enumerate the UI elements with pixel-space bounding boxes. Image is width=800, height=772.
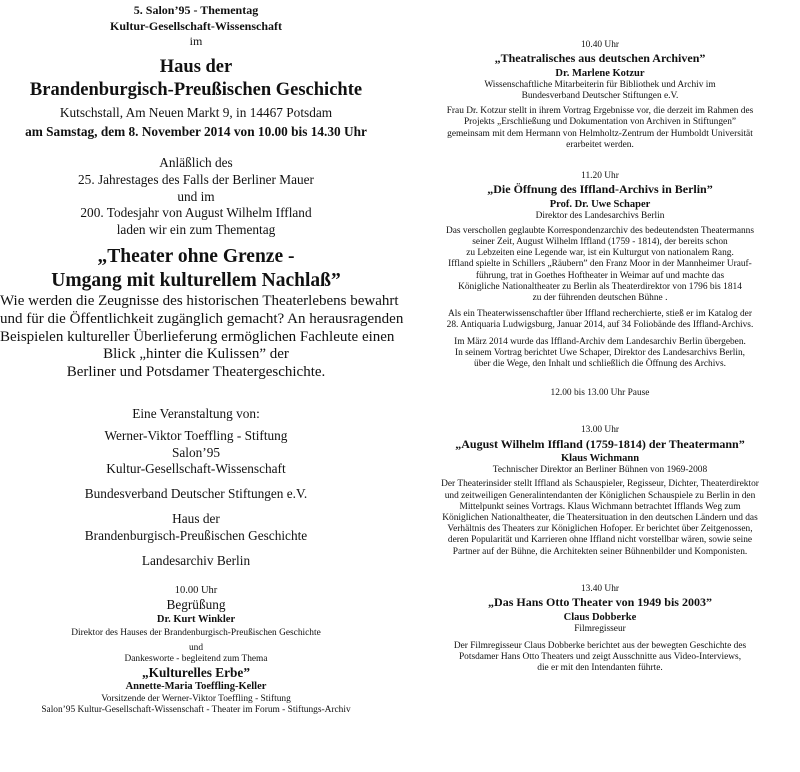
talk-description-line: Projekts „Erschließung und Dokumentation von Archiven in Stiftungen” [463,117,737,128]
event-series-title: 5. Salon’95 - Thementag [133,3,259,17]
lunch-pause: 12.00 bis 13.00 Uhr Pause [550,388,650,399]
event-organization: Kultur-Gesellschaft-Wissenschaft [110,18,282,33]
talk-description-line: Potsdamer Hans Otto Theaters und zeigt Ausschnitte aus Video-Interviews, [458,651,742,662]
talk-description-line: 28. Antiquaria Ludwigsburg, Januar 2014, auf 34 Foliobände des Iffland-Archivs. [446,320,754,331]
talk-description-line: Frau Dr. Kotzur stellt in ihrem Vortrag Ergebnisse vor, die derzeit im Rahmen des [446,106,754,117]
speaker-role: Vorsitzende der Werner-Viktor Toeffling - Stiftung [101,694,291,705]
occasion-line: 25. Jahrestages des Falls der Berliner Mauer [78,171,314,187]
talk-description-line: gemeinsam mit dem Hermann von Helmholtz-Zentrum der Humboldt Universität [447,128,753,139]
organizer-line: Kultur-Gesellschaft-Wissenschaft [106,461,286,477]
left-column [0,0,404,716]
talk-description-line: erarbeitet werden. [566,139,634,150]
speaker-name: Dr. Kurt Winkler [156,614,236,626]
event-date: am Samstag, dem 8. November 2014 von 10.00 bis 14.30 Uhr [25,124,367,140]
session-time: 10.00 Uhr [174,585,218,597]
talk-description-line: Königliche Nationaltheater zu Berlin als Theaterdirektor von 1796 bis 1814 [458,281,742,292]
venue-title-line2: Brandenburgisch-Preußischen Geschichte [29,79,363,100]
talk-description-line: Partner auf der Bühne, die Architekten seiner Bühnenbilder und Komponisten. [452,546,748,557]
speaker-role: Salon’95 Kultur-Gesellschaft-Wissenschaft - Theater im Forum - Stiftungs-Archiv [41,705,351,716]
talk-description-line: und zeitweiligen Generalintendanten der Königlichen Schauspiele zu Berlin in den [444,490,756,501]
speaker-role: Bundesverband Deutscher Stiftungen e.V. [521,90,679,101]
talk-description-line: Im März 2014 wurde das Iffland-Archiv dem Landesarchiv Berlin übergeben. [454,336,746,347]
event-im: im [189,34,203,48]
theme-title-line2: Umgang mit kulturellem Nachlaß” [51,270,341,292]
session-time: 13.40 Uhr [580,583,620,594]
right-column [400,0,800,674]
occasion-block [0,155,392,239]
talk-description-line: In seinem Vortrag berichtet Uwe Schaper, Direktor des Landesarchivs Berlin, [454,347,746,358]
organizer-line: Landesarchiv Berlin [141,552,251,568]
session-and: und [188,642,204,653]
speaker-role: Wissenschaftliche Mitarbeiterin für Bibliothek und Archiv im [484,79,716,90]
organizer-line: Bundesverband Deutscher Stiftungen e.V. [84,486,308,502]
organizers-intro: Eine Veranstaltung von: [132,406,260,422]
talk-description-line: Der Filmregisseur Claus Dobberke berichtet aus der bewegten Geschichte des [453,640,747,651]
occasion-line: und im [177,188,215,204]
intro-paragraph [0,293,404,382]
talk-description-line: Als ein Theaterwissenschaftler über Iffland recherchierte, stieß er im Katalog der [448,309,752,320]
venue-address: Kutschstall, Am Neuen Markt 9, in 14467 Potsdam [59,104,333,120]
intro-line: Berliner und Potsdamer Theatergeschichte. [66,364,326,381]
session-words: Dankesworte - begleitend zum Thema [124,653,268,664]
talk-description-line: über die Wege, den Inhalt und schließlich die Öffnung des Archivs. [474,359,726,370]
talk-description-line: Mittelpunkt seines Vortrags. Klaus Wichmann betrachtet Ifflands Weg zum [459,501,741,512]
speaker-role: Direktor des Landesarchivs Berlin [535,210,665,221]
organizer-line: Brandenburgisch-Preußischen Geschichte [84,527,308,543]
session-talk-3 [400,425,800,557]
occasion-line: laden wir ein zum Thementag [116,222,276,238]
talk-description-line: Iffland spielte in Schillers „Räubern” den Franz Moor in der Mannheimer Urauf- [448,259,752,270]
session-talk-2 [400,171,800,370]
intro-line: Blick „hinter die Kulissen” der [103,346,289,363]
speaker-role: Technischer Direktor an Berliner Bühnen von 1969-2008 [492,465,708,476]
organizer-group-1 [0,428,392,478]
speaker-role: Direktor des Hauses der Brandenburgisch-Preußischen Geschichte [71,628,321,639]
session-welcome [0,584,392,716]
speaker-name: Annette-Maria Toeffling-Keller [125,681,267,693]
talk-title: „August Wilhelm Iffland (1759-1814) der Theatermann” [455,436,745,451]
theme-title-line1: „Theater ohne Grenze - [97,246,295,268]
talk-description-line: Königlichen Nationaltheater, die Theatersituation in den deutschen Ländern und das [442,512,758,523]
occasion-line: 200. Todesjahr von August Wilhelm Iffland [80,205,312,221]
talk-title: „Das Hans Otto Theater von 1949 bis 2003” [488,595,712,609]
session-theme: „Kulturelles Erbe” [142,665,250,681]
session-time: 13.00 Uhr [580,425,620,436]
session-title: Begrüßung [166,597,226,613]
talk-description-line: deren Popularität und Karrieren ohne Iffland nicht vorstellbar wären, sowie seine [447,535,753,546]
session-talk-4 [400,584,800,675]
talk-description-line: zu Lebzeiten eine Legende war, ist ein Kulturgut von nationalem Rang. [466,248,734,259]
speaker-name: Prof. Dr. Uwe Schaper [549,198,651,210]
intro-line: Beispielen kultureller Überlieferung ermöglichen Fachleute einen [0,328,395,345]
intro-line: und für die Öffentlichkeit zugänglich gemacht? An herausragenden [0,310,404,327]
talk-description-line: die er mit den Intendanten führte. [537,663,663,674]
talk-title: „Die Öffnung des Iffland-Archivs in Berlin” [487,182,713,197]
speaker-role: Filmregisseur [574,623,626,634]
talk-description-line: Das verschollen geglaubte Korrespondenzarchiv des bedeutendsten Theatermanns [445,225,755,236]
session-time: 10.40 Uhr [580,40,620,50]
intro-line: Wie werden die Zeugnisse des historischen Theaterlebens bewahrt [0,293,399,310]
speaker-name: Dr. Marlene Kotzur [555,67,645,79]
talk-description-line: Der Theaterinsider stellt Iffland als Schauspieler, Regisseur, Dichter, Theaterdirektor [441,479,759,490]
session-time: 11.20 Uhr [581,170,619,181]
venue-title-line1: Haus der [159,56,233,77]
occasion-line: Anläßlich des [159,155,233,171]
speaker-name: Klaus Wichmann [560,453,640,465]
organizer-line: Haus der [172,511,220,527]
organizer-group-3 [0,511,392,545]
organizer-line: Salon’95 [171,444,220,460]
session-talk-1 [400,40,800,151]
talk-description-line: seiner Zeit, August Wilhelm Iffland (1759 - 1814), der bereits schon [472,237,728,248]
speaker-name: Claus Dobberke [563,611,637,623]
organizer-line: Werner-Viktor Toeffling - Stiftung [104,427,288,443]
talk-description-line: zu der führenden deutschen Bühne . [532,293,668,304]
talk-title: „Theatralisches aus deutschen Archiven” [494,51,706,66]
talk-description-line: führung, trat in Goethes Hoftheater in Weimar auf und machte das [475,270,725,281]
talk-description-line: Verhältnis des Theaters zur Königlichen Hofoper. Er berichtet über Zeitgenossen, [447,524,753,535]
